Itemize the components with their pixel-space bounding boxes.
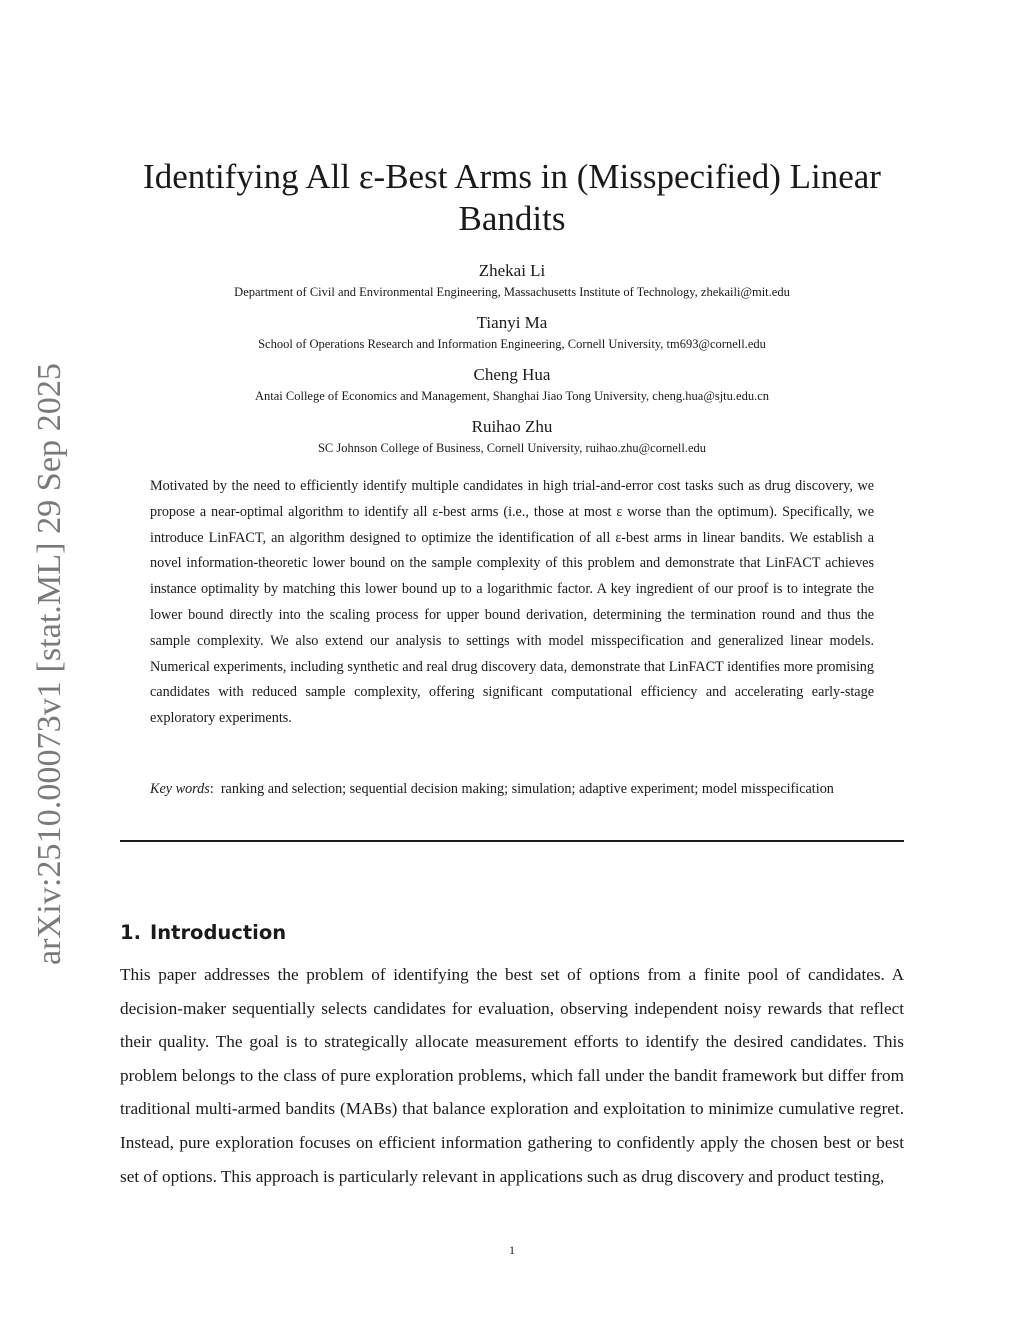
author-affiliation: Antai College of Economics and Management, Shanghai Jiao Tong University, cheng.hua@sjtu.edu.cn [255, 389, 769, 403]
arxiv-identifier-text: arXiv:2510.00073v1 [stat.ML] 29 Sep 2025 [31, 366, 68, 965]
keywords: Key words: ranking and selection; sequential decision making; simulation; adaptive experiment; model misspecification [150, 781, 834, 797]
author-affiliation: SC Johnson College of Business, Cornell University, ruihao.zhu@cornell.edu [317, 441, 707, 455]
arxiv-side-stamp [20, 360, 70, 970]
author-affiliation: School of Operations Research and Information Engineering, Cornell University, tm693@cornell.edu [258, 337, 766, 351]
paper-title: Identifying All ε-Best Arms in (Misspecified) Linear Bandits [143, 157, 881, 238]
author-block [120, 260, 904, 468]
author-entry [120, 312, 904, 353]
author-entry [120, 416, 904, 457]
keywords-label: Key words [150, 781, 210, 797]
author-entry [120, 260, 904, 301]
introduction-paragraph: This paper addresses the problem of identifying the best set of options from a finite pool of candidates. A decision-maker sequentially selects candidates for evaluation, observing independent noisy rewards that reflect their quality. The goal is to strategically allocate measurement efforts to identify the desired candidates. This problem belongs to the class of pure exploration problems, which fall under the bandit framework but differ from traditional multi-armed bandits (MABs) that balance exploration and exploitation to minimize cumulative regret. Instead, pure exploration focuses on efficient information gathering to confidently apply the chosen best or best set of options. This approach is particularly relevant in applications such as drug discovery and product testing, [120, 965, 904, 1186]
section-heading [120, 920, 286, 946]
keywords-text: ranking and selection; sequential decision making; simulation; adaptive experiment; model misspecification [220, 781, 834, 797]
abstract-text: Motivated by the need to efficiently identify multiple candidates in high trial-and-error cost tasks such as drug discovery, we propose a near-optimal algorithm to identify all ε-best arms (i.e., those at most ε worse than the optimum). Specifically, we introduce LinFACT, an algorithm designed to optimize the identification of all ε-best arms in linear bandits. We establish a novel information-theoretic lower bound on the sample complexity of this problem and demonstrate that LinFACT achieves instance optimality by matching this lower bound up to a logarithmic factor. A key ingredient of our proof is to integrate the lower bound directly into the scaling process for upper bound derivation, determining the termination round and thus the sample complexity. We also extend our analysis to settings with model misspecification and generalized linear models. Numerical experiments, including synthetic and real drug discovery data, demonstrate that LinFACT identifies more promising candidates with reduced sample complexity, offering significant computational efficiency and accelerating early-stage exploratory experiments. [150, 478, 874, 727]
section-number: 1. [120, 921, 141, 944]
section-title: Introduction [149, 921, 287, 944]
author-name: Zhekai Li [478, 261, 546, 280]
page-number: 1 [509, 1243, 515, 1257]
author-name: Ruihao Zhu [471, 417, 553, 436]
author-affiliation: Department of Civil and Environmental Engineering, Massachusetts Institute of Technology, zhekaili@mit.edu [234, 285, 790, 299]
author-name: Tianyi Ma [476, 313, 548, 332]
author-name: Cheng Hua [473, 365, 551, 384]
section-divider [120, 840, 904, 842]
author-entry [120, 364, 904, 405]
